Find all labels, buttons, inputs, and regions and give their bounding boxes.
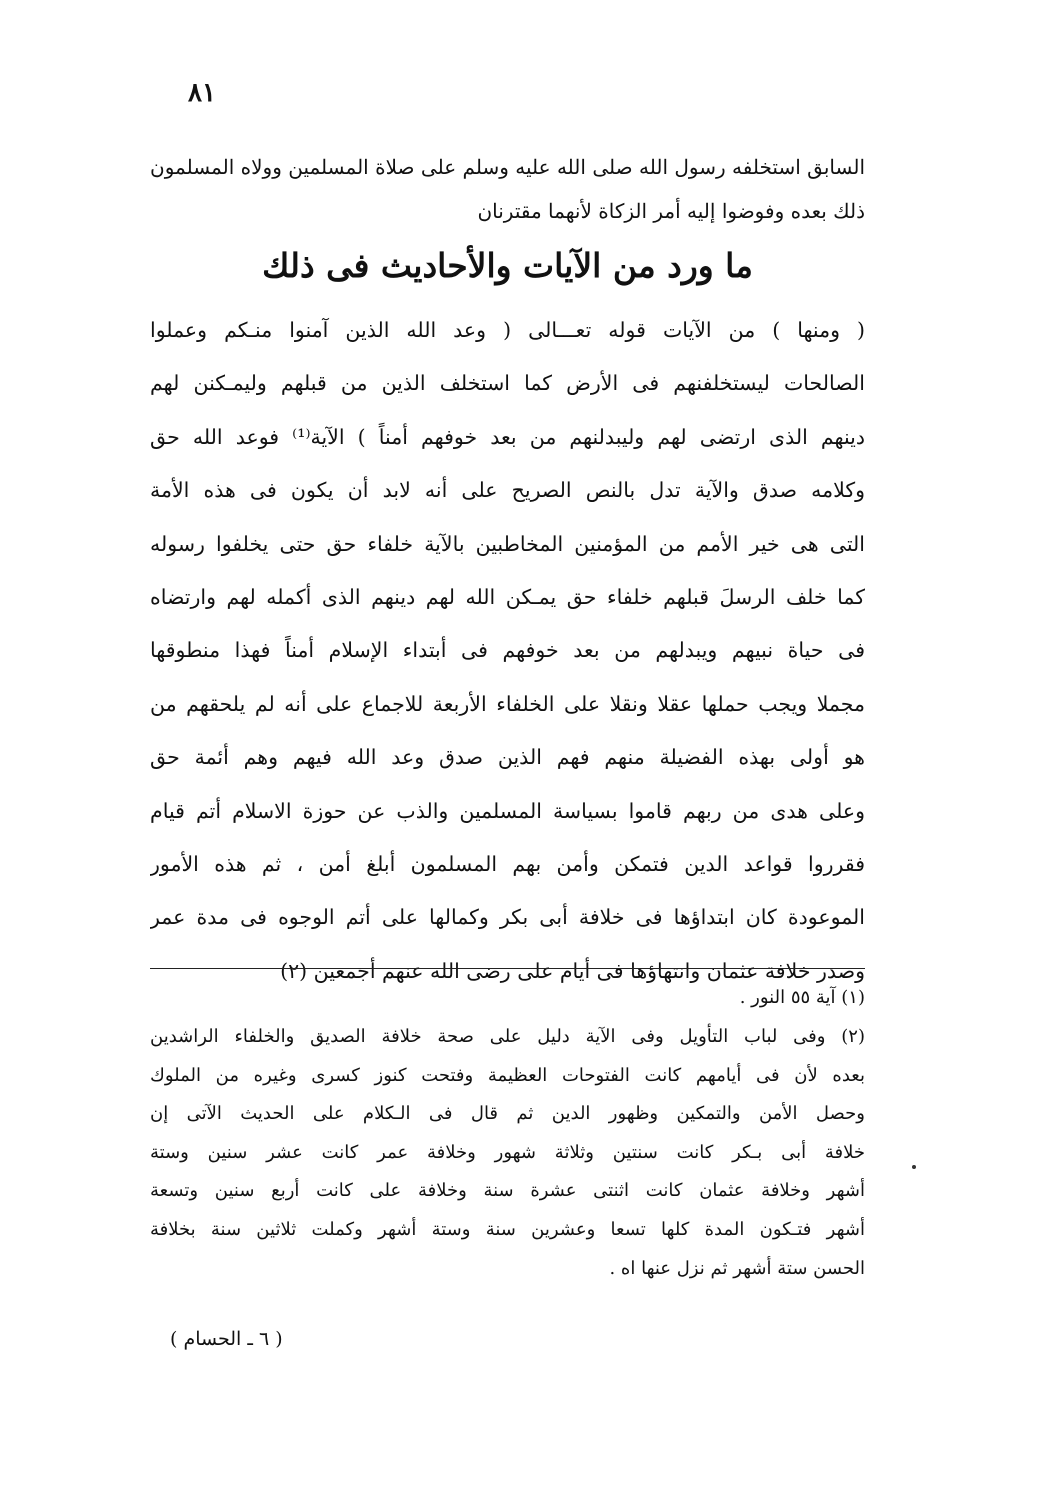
footnote-2-line: أشهر فتـكون المدة كلها تسعا وعشرين سنة وستة أشهر وكملت ثلاثين سنة بخلافة xyxy=(150,1218,865,1240)
footnotes xyxy=(150,978,865,1288)
section-heading: ما ورد من الآيات والأحاديث فى ذلك xyxy=(262,246,753,285)
footnote-2-line: الحسن ستة أشهر ثم نزل عنها اه . xyxy=(609,1257,865,1279)
text-line: ( ومنها ) من الآيات قوله تعـــالى ( وعد الله الذين آمنوا منـكم وعملوا xyxy=(150,318,865,342)
text-line: ذلك بعده وفوضوا إليه أمر الزكاة لأنهما مقترنان xyxy=(477,199,865,223)
text-line: الصالحات ليستخلفنهم فى الأرض كما استخلف الذين من قبلهم وليمـكنن لهم xyxy=(150,371,865,396)
footnote-1: (١) آية ٥٥ النور . xyxy=(739,987,865,1008)
footnote-2-line: خلافة أبى بـكر كانت سنتين وثلاثة شهور وخلافة عمر كانت عشر سنين وستة xyxy=(150,1141,865,1163)
printer-signature: ( ٦ ـ الحسام ) xyxy=(170,1328,283,1350)
text-line: وعلى هدى من ربهم قاموا بسياسة المسلمين والذب عن حوزة الاسلام أتم قيام xyxy=(150,798,865,823)
text-line: فى حياة نبيهم ويبدلهم من بعد خوفهم فى أبتداء الإسلام أمناً فهذا منطوقها xyxy=(150,638,865,663)
footnote-2-line: بعده لأن فى أيامهم كانت الفتوحات العظيمة وفتحت كنوز كسرى وغيره من الملوك xyxy=(150,1064,865,1086)
text-line: وكلامه صدق والآية تدل بالنص الصريح على أنه لابد أن يكون فى هذه الأمة xyxy=(150,478,865,503)
text-line: التى هى خير الأمم من المؤمنين المخاطبين بالآية خلفاء حق حتى يخلفوا رسوله xyxy=(150,531,865,556)
footnote-2-line: وحصل الأمن والتمكين وظهور الدين ثم قال فى الـكلام على الحديث الآتى إن xyxy=(150,1103,865,1125)
main-paragraph xyxy=(150,304,865,998)
text-line: السابق استخلفه رسول الله صلى الله عليه وسلم على صلاة المسلمين وولاه المسلمون xyxy=(150,155,865,179)
text-line: فقرروا قواعد الدين فتمكن وأمن بهم المسلمون أبلغ أمن ، ثم هذه الأمور xyxy=(150,851,865,876)
text-line: وصدر خلافة عثمان وانتهاؤها فى أيام على رضى الله عنهم أجمعين (٢) xyxy=(280,958,865,983)
footnote-2-line: (٢) وفى لباب التأويل وفى الآية دليل على صحة خلافة الصديق والخلفاء الراشدين xyxy=(150,1026,865,1047)
page-number: ٨١ xyxy=(188,78,216,108)
text-line: كما خلف الرسلَ قبلهم خلفاء حق يمـكن الله لهم دينهم الذى أكمله لهم وارتضاه xyxy=(150,584,865,609)
text-line: دينهم الذى ارتضى لهم وليبدلنهم من بعد خوفهم أمناً ) الآية⁽¹⁾ فوعد الله حق xyxy=(150,424,865,449)
footnote-2-line: أشهر وخلافة عثمان كانت اثنتى عشرة سنة وخلافة على كانت أربع سنين وتسعة xyxy=(150,1180,865,1202)
text-line: هو أولى بهذه الفضيلة منهم فهم الذين صدق وعد الله فيهم وهم أئمة حق xyxy=(150,745,865,770)
text-line: الموعودة كان ابتداؤها فى خلافة أبى بكر وكمالها على أتم الوجوه فى مدة عمر xyxy=(150,905,865,930)
ink-speck xyxy=(912,1165,916,1169)
footnote-divider xyxy=(150,968,865,969)
intro-paragraph xyxy=(150,145,865,233)
text-line: مجملا ويجب حملها عقلا ونقلا على الخلفاء الأربعة للاجماع على أنه لم يلحقهم من xyxy=(150,691,865,716)
